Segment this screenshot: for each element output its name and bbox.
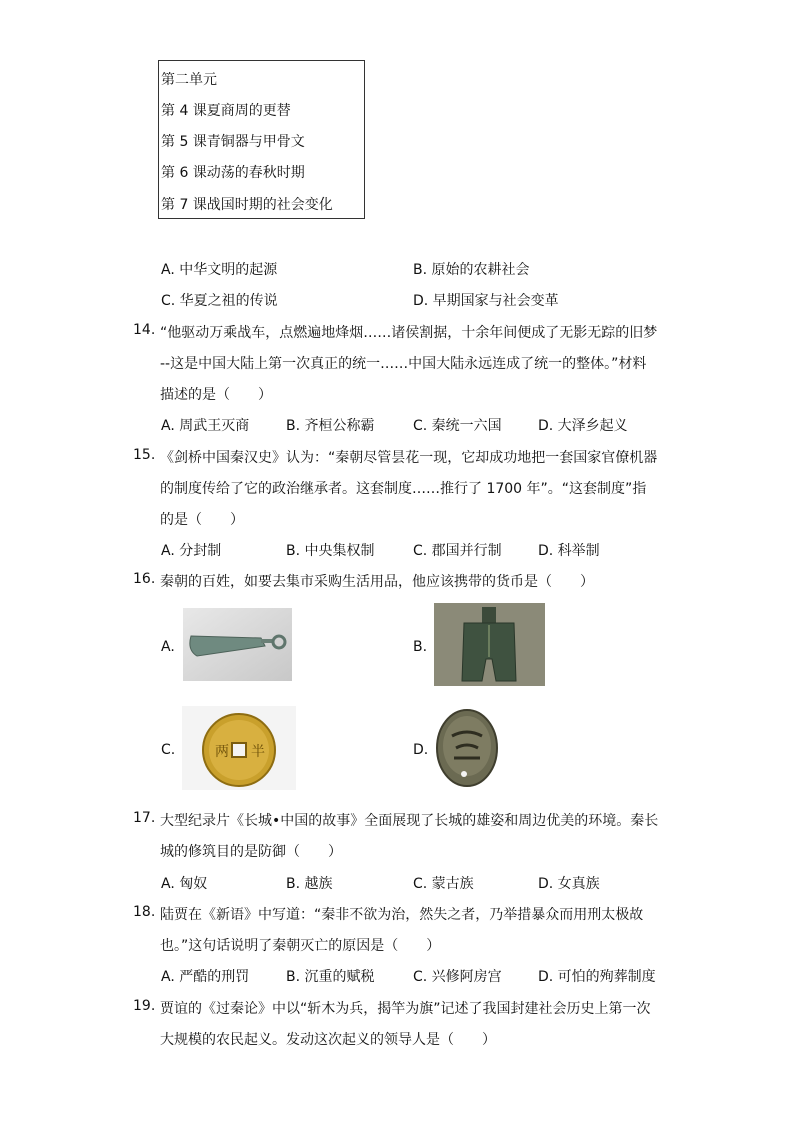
- unit-line: 第 5 课青铜器与甲骨文: [161, 134, 305, 150]
- q18-option-b: B. 沉重的赋税: [286, 969, 375, 985]
- q14-option-b: B. 齐桓公称霸: [286, 418, 375, 434]
- unit-line: 第 4 课夏商周的更替: [161, 103, 291, 119]
- q14-option-d: D. 大泽乡起义: [538, 418, 628, 434]
- question-text: 的是（ ）: [160, 512, 244, 528]
- question-number: 17.: [133, 810, 156, 826]
- ant-nose-coin-image: [434, 708, 500, 790]
- q16-option-c: C.: [161, 742, 176, 758]
- q15-option-a: A. 分封制: [161, 543, 222, 559]
- q16-option-b: B.: [413, 639, 428, 655]
- knife-coin-image: [183, 608, 292, 681]
- q13-option-b: B. 原始的农耕社会: [413, 262, 530, 278]
- q15-option-c: C. 郡国并行制: [413, 543, 502, 559]
- question-text: 也。”这句话说明了秦朝灭亡的原因是（ ）: [160, 938, 441, 954]
- q14-option-c: C. 秦统一六国: [413, 418, 502, 434]
- q18-option-d: D. 可怕的殉葬制度: [538, 969, 656, 985]
- round-coin-image: [182, 706, 296, 790]
- q13-option-c: C. 华夏之祖的传说: [161, 293, 278, 309]
- spade-coin-image: [434, 603, 545, 686]
- svg-text:半: 半: [251, 744, 265, 760]
- q16-option-d: D.: [413, 742, 429, 758]
- question-text: 秦朝的百姓，如要去集市采购生活用品，他应该携带的货币是（ ）: [160, 574, 594, 590]
- question-number: 16.: [133, 571, 156, 587]
- unit-content-box: [158, 60, 365, 219]
- q17-option-a: A. 匈奴: [161, 876, 208, 892]
- q15-option-d: D. 科举制: [538, 543, 600, 559]
- question-text: 大规模的农民起义。发动这次起义的领导人是（ ）: [160, 1032, 496, 1048]
- q17-option-b: B. 越族: [286, 876, 333, 892]
- q13-option-a: A. 中华文明的起源: [161, 262, 278, 278]
- question-number: 14.: [133, 322, 156, 338]
- question-text: 城的修筑目的是防御（ ）: [160, 844, 342, 860]
- question-text: 《剑桥中国秦汉史》认为：“秦朝尽管昙花一现，它却成功地把一套国家官僚机器: [160, 450, 658, 466]
- q17-option-c: C. 蒙古族: [413, 876, 474, 892]
- q15-option-b: B. 中央集权制: [286, 543, 375, 559]
- question-text: 贾谊的《过秦论》中以“斩木为兵，揭竿为旗”记述了我国封建社会历史上第一次: [160, 1001, 651, 1017]
- unit-line: 第 6 课动荡的春秋时期: [161, 165, 305, 181]
- question-text: 大型纪录片《长城•中国的故事》全面展现了长城的雄姿和周边优美的环境。秦长: [160, 813, 659, 829]
- question-text: 描述的是（ ）: [160, 387, 272, 403]
- q16-option-a: A.: [161, 639, 175, 655]
- question-text: --这是中国大陆上第一次真正的统一……中国大陆永远连成了统一的整体。”材料: [160, 356, 647, 372]
- question-number: 15.: [133, 447, 156, 463]
- question-number: 19.: [133, 998, 156, 1014]
- q18-option-a: A. 严酷的刑罚: [161, 969, 250, 985]
- q18-option-c: C. 兴修阿房宫: [413, 969, 502, 985]
- unit-line: 第二单元: [161, 72, 217, 88]
- question-number: 18.: [133, 904, 156, 920]
- q14-option-a: A. 周武王灭商: [161, 418, 250, 434]
- question-text: 陆贾在《新语》中写道：“秦非不欲为治，然失之者，乃举措暴众而用刑太极故: [160, 907, 644, 923]
- question-text: 的制度传给了它的政治继承者。这套制度……推行了 1700 年”。“这套制度”指: [160, 481, 647, 497]
- unit-line: 第 7 课战国时期的社会变化: [161, 197, 333, 213]
- svg-text:两: 两: [215, 744, 229, 760]
- question-text: “他驱动万乘战车，点燃遍地烽烟……诸侯割据，十余年间便成了无影无踪的旧梦: [160, 325, 658, 341]
- q13-option-d: D. 早期国家与社会变革: [413, 293, 559, 309]
- q17-option-d: D. 女真族: [538, 876, 600, 892]
